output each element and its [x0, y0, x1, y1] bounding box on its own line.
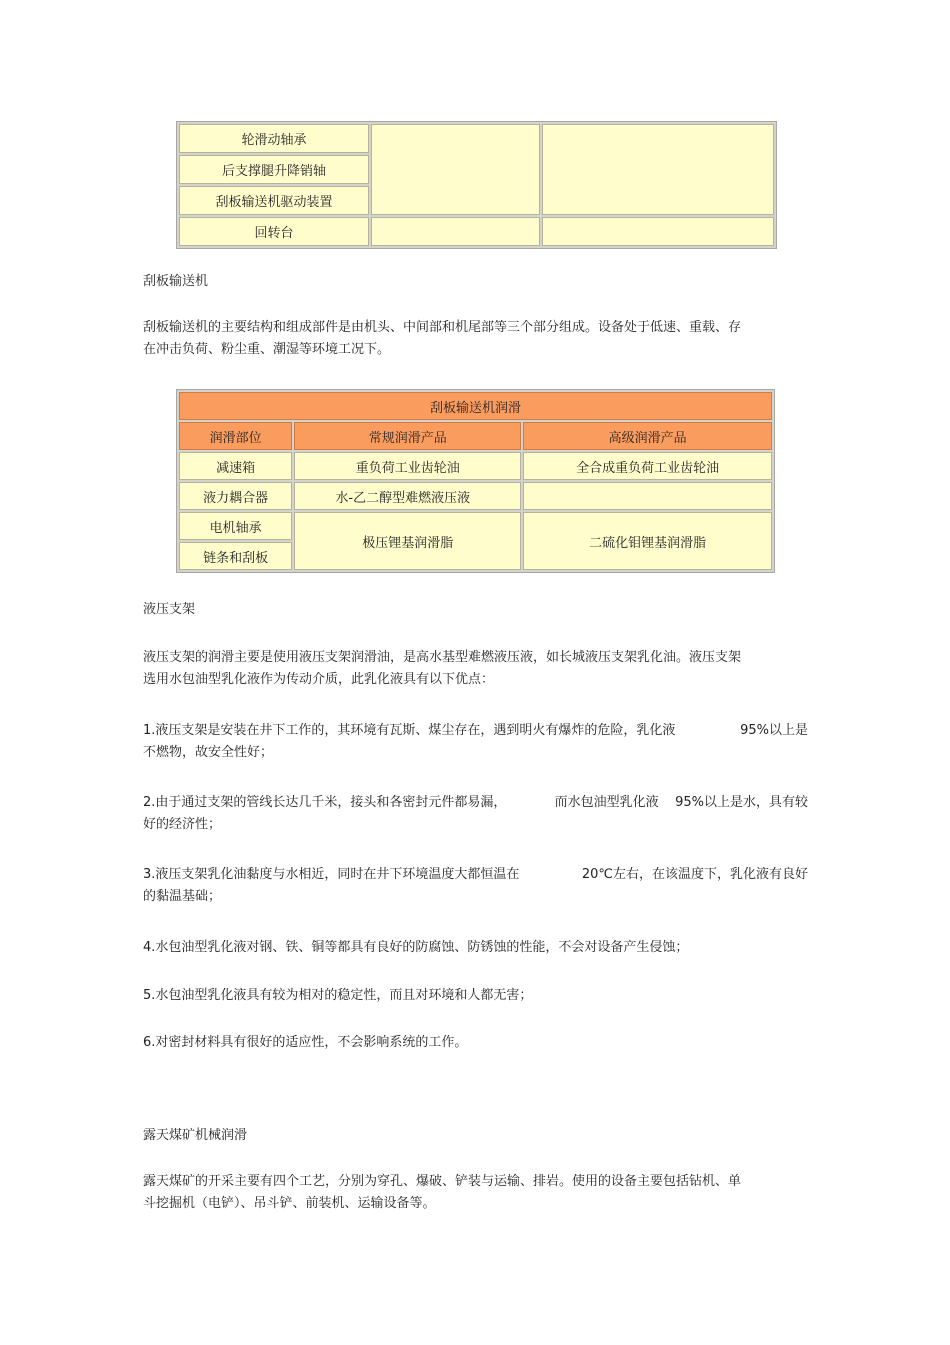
- list-item-text: 的黏温基础；: [143, 889, 222, 904]
- paragraph: [143, 1171, 803, 1215]
- list-item: [143, 937, 808, 959]
- table-cell: 极压锂基润滑脂: [294, 512, 521, 570]
- table-cell: [542, 124, 774, 215]
- list-item-text: 95%以上是: [740, 723, 808, 738]
- column-header: 润滑部位: [179, 422, 292, 450]
- table-cell: 链条和刮板: [179, 542, 292, 570]
- table-cell: 轮滑动轴承: [179, 124, 369, 153]
- table-cell: [523, 482, 772, 510]
- equipment-table: [176, 121, 777, 249]
- scraper-lubrication-table: [176, 389, 775, 573]
- table-cell: 全合成重负荷工业齿轮油: [523, 452, 772, 480]
- table-cell: 液力耦合器: [179, 482, 292, 510]
- list-item-text: 2.由于通过支架的管线长达几千米，接头和各密封元件都易漏，: [143, 795, 507, 810]
- table-cell: 刮板输送机驱动装置: [179, 186, 369, 215]
- column-header: 高级润滑产品: [523, 422, 772, 450]
- table-cell: 二硫化钼锂基润滑脂: [523, 512, 772, 570]
- list-item-text: 20℃左右，在该温度下，乳化液有良好: [581, 867, 808, 882]
- section-heading: 刮板输送机: [143, 274, 209, 289]
- column-header: 常规润滑产品: [294, 422, 521, 450]
- table-cell: 回转台: [179, 217, 369, 246]
- section-heading: 液压支架: [143, 602, 196, 617]
- list-item: [143, 792, 808, 836]
- list-item: [143, 720, 808, 764]
- list-item-text: 5.水包油型乳化液具有较为相对的稳定性，而且对环境和人都无害；: [143, 988, 533, 1003]
- paragraph-line: 刮板输送机的主要结构和组成部件是由机头、中间部和机尾部等三个部分组成。设备处于低速、重载、存: [143, 320, 742, 335]
- list-item-text: 1.液压支架是安装在井下工作的，其环境有瓦斯、煤尘存在，遇到明火有爆炸的危险，乳化液: [143, 723, 676, 738]
- table-cell: 电机轴承: [179, 512, 292, 540]
- list-item: [143, 864, 808, 908]
- table-title: 刮板输送机润滑: [179, 392, 772, 420]
- table-cell: 水-乙二醇型难燃液压液: [294, 482, 521, 510]
- list-item: [143, 985, 808, 1007]
- table-cell: [371, 217, 540, 246]
- table-cell: [371, 124, 540, 215]
- paragraph: [143, 647, 803, 691]
- table-cell: 重负荷工业齿轮油: [294, 452, 521, 480]
- paragraph-line: 液压支架的润滑主要是使用液压支架润滑油，是高水基型难燃液压液，如长城液压支架乳化油。液压支架: [143, 650, 742, 665]
- list-item-text: 好的经济性；: [143, 817, 222, 832]
- paragraph: [143, 317, 803, 361]
- list-item-text: 不燃物，故安全性好；: [143, 745, 274, 760]
- list-item-text: 而水包油型乳化液 95%以上是水，具有较: [554, 795, 808, 810]
- paragraph-line: 选用水包油型乳化液作为传动介质，此乳化液具有以下优点：: [143, 672, 495, 687]
- table-cell: 减速箱: [179, 452, 292, 480]
- list-item-text: 4.水包油型乳化液对钢、铁、铜等都具有良好的防腐蚀、防锈蚀的性能，不会对设备产生侵蚀；: [143, 940, 689, 955]
- list-item-text: 3.液压支架乳化油黏度与水相近，同时在井下环境温度大都恒温在: [143, 867, 520, 882]
- list-item-text: 6.对密封材料具有很好的适应性，不会影响系统的工作。: [143, 1035, 468, 1050]
- section-heading: 露天煤矿机械润滑: [143, 1128, 248, 1143]
- table-cell: [542, 217, 774, 246]
- list-item: [143, 1032, 808, 1054]
- paragraph-line: 露天煤矿的开采主要有四个工艺，分别为穿孔、爆破、铲装与运输、排岩。使用的设备主要包括钻机、单: [143, 1174, 742, 1189]
- table-cell: 后支撑腿升降销轴: [179, 155, 369, 184]
- paragraph-line: 在冲击负荷、粉尘重、潮湿等环境工况下。: [143, 342, 391, 357]
- paragraph-line: 斗挖掘机（电铲）、吊斗铲、前装机、运输设备等。: [143, 1196, 436, 1211]
